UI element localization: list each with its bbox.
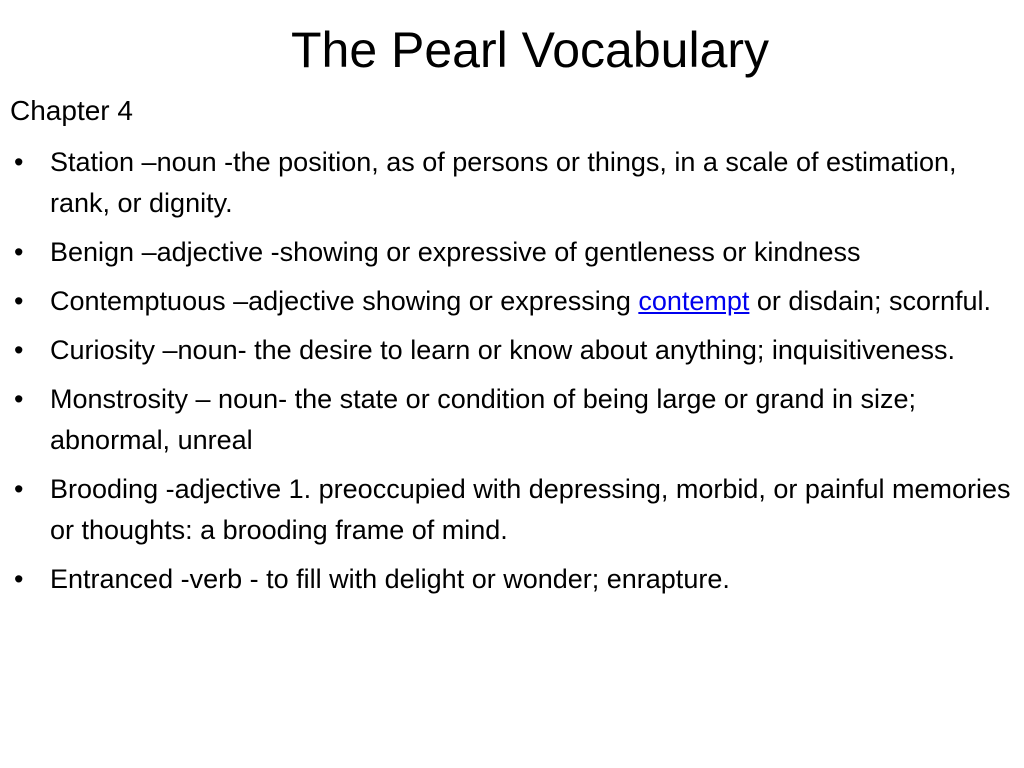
vocab-text: Entranced -verb - to fill with delight or wonder; enrapture. [50, 564, 730, 594]
bullet-icon: • [14, 335, 24, 365]
vocab-text-after-link: or disdain; scornful. [749, 286, 992, 316]
vocab-text: Station –noun -the position, as of persons or things, in a scale of estimation, rank, or dignity. [50, 147, 957, 218]
vocab-item-benign [0, 232, 1015, 273]
bullet-icon: • [14, 474, 24, 504]
vocabulary-list [0, 142, 1015, 608]
vocab-text: Benign –adjective -showing or expressive of gentleness or kindness [50, 237, 861, 267]
slide-title: The Pearl Vocabulary [290, 22, 770, 78]
vocab-item-station [0, 142, 1015, 224]
vocab-text: Curiosity –noun- the desire to learn or know about anything; inquisitiveness. [50, 335, 956, 365]
bullet-icon: • [14, 237, 24, 267]
bullet-icon: • [14, 564, 24, 594]
bullet-icon: • [14, 384, 24, 414]
vocab-text: Brooding -adjective 1. preoccupied with depressing, morbid, or painful memories or thoughts: a brooding frame of mind. [50, 474, 1011, 545]
vocab-item-entranced [0, 559, 1015, 600]
vocab-text: Monstrosity – noun- the state or condition of being large or grand in size; abnormal, unreal [50, 384, 916, 455]
vocab-item-contemptuous [0, 281, 1015, 322]
vocab-item-curiosity [0, 330, 1015, 371]
vocab-item-monstrosity [0, 379, 1015, 461]
bullet-icon: • [14, 286, 24, 316]
vocab-text-before-link: Contemptuous –adjective showing or expressing [50, 286, 639, 316]
contempt-link[interactable]: contempt [638, 286, 750, 316]
vocab-item-brooding [0, 469, 1015, 551]
chapter-heading: Chapter 4 [10, 95, 133, 126]
bullet-icon: • [14, 147, 24, 177]
